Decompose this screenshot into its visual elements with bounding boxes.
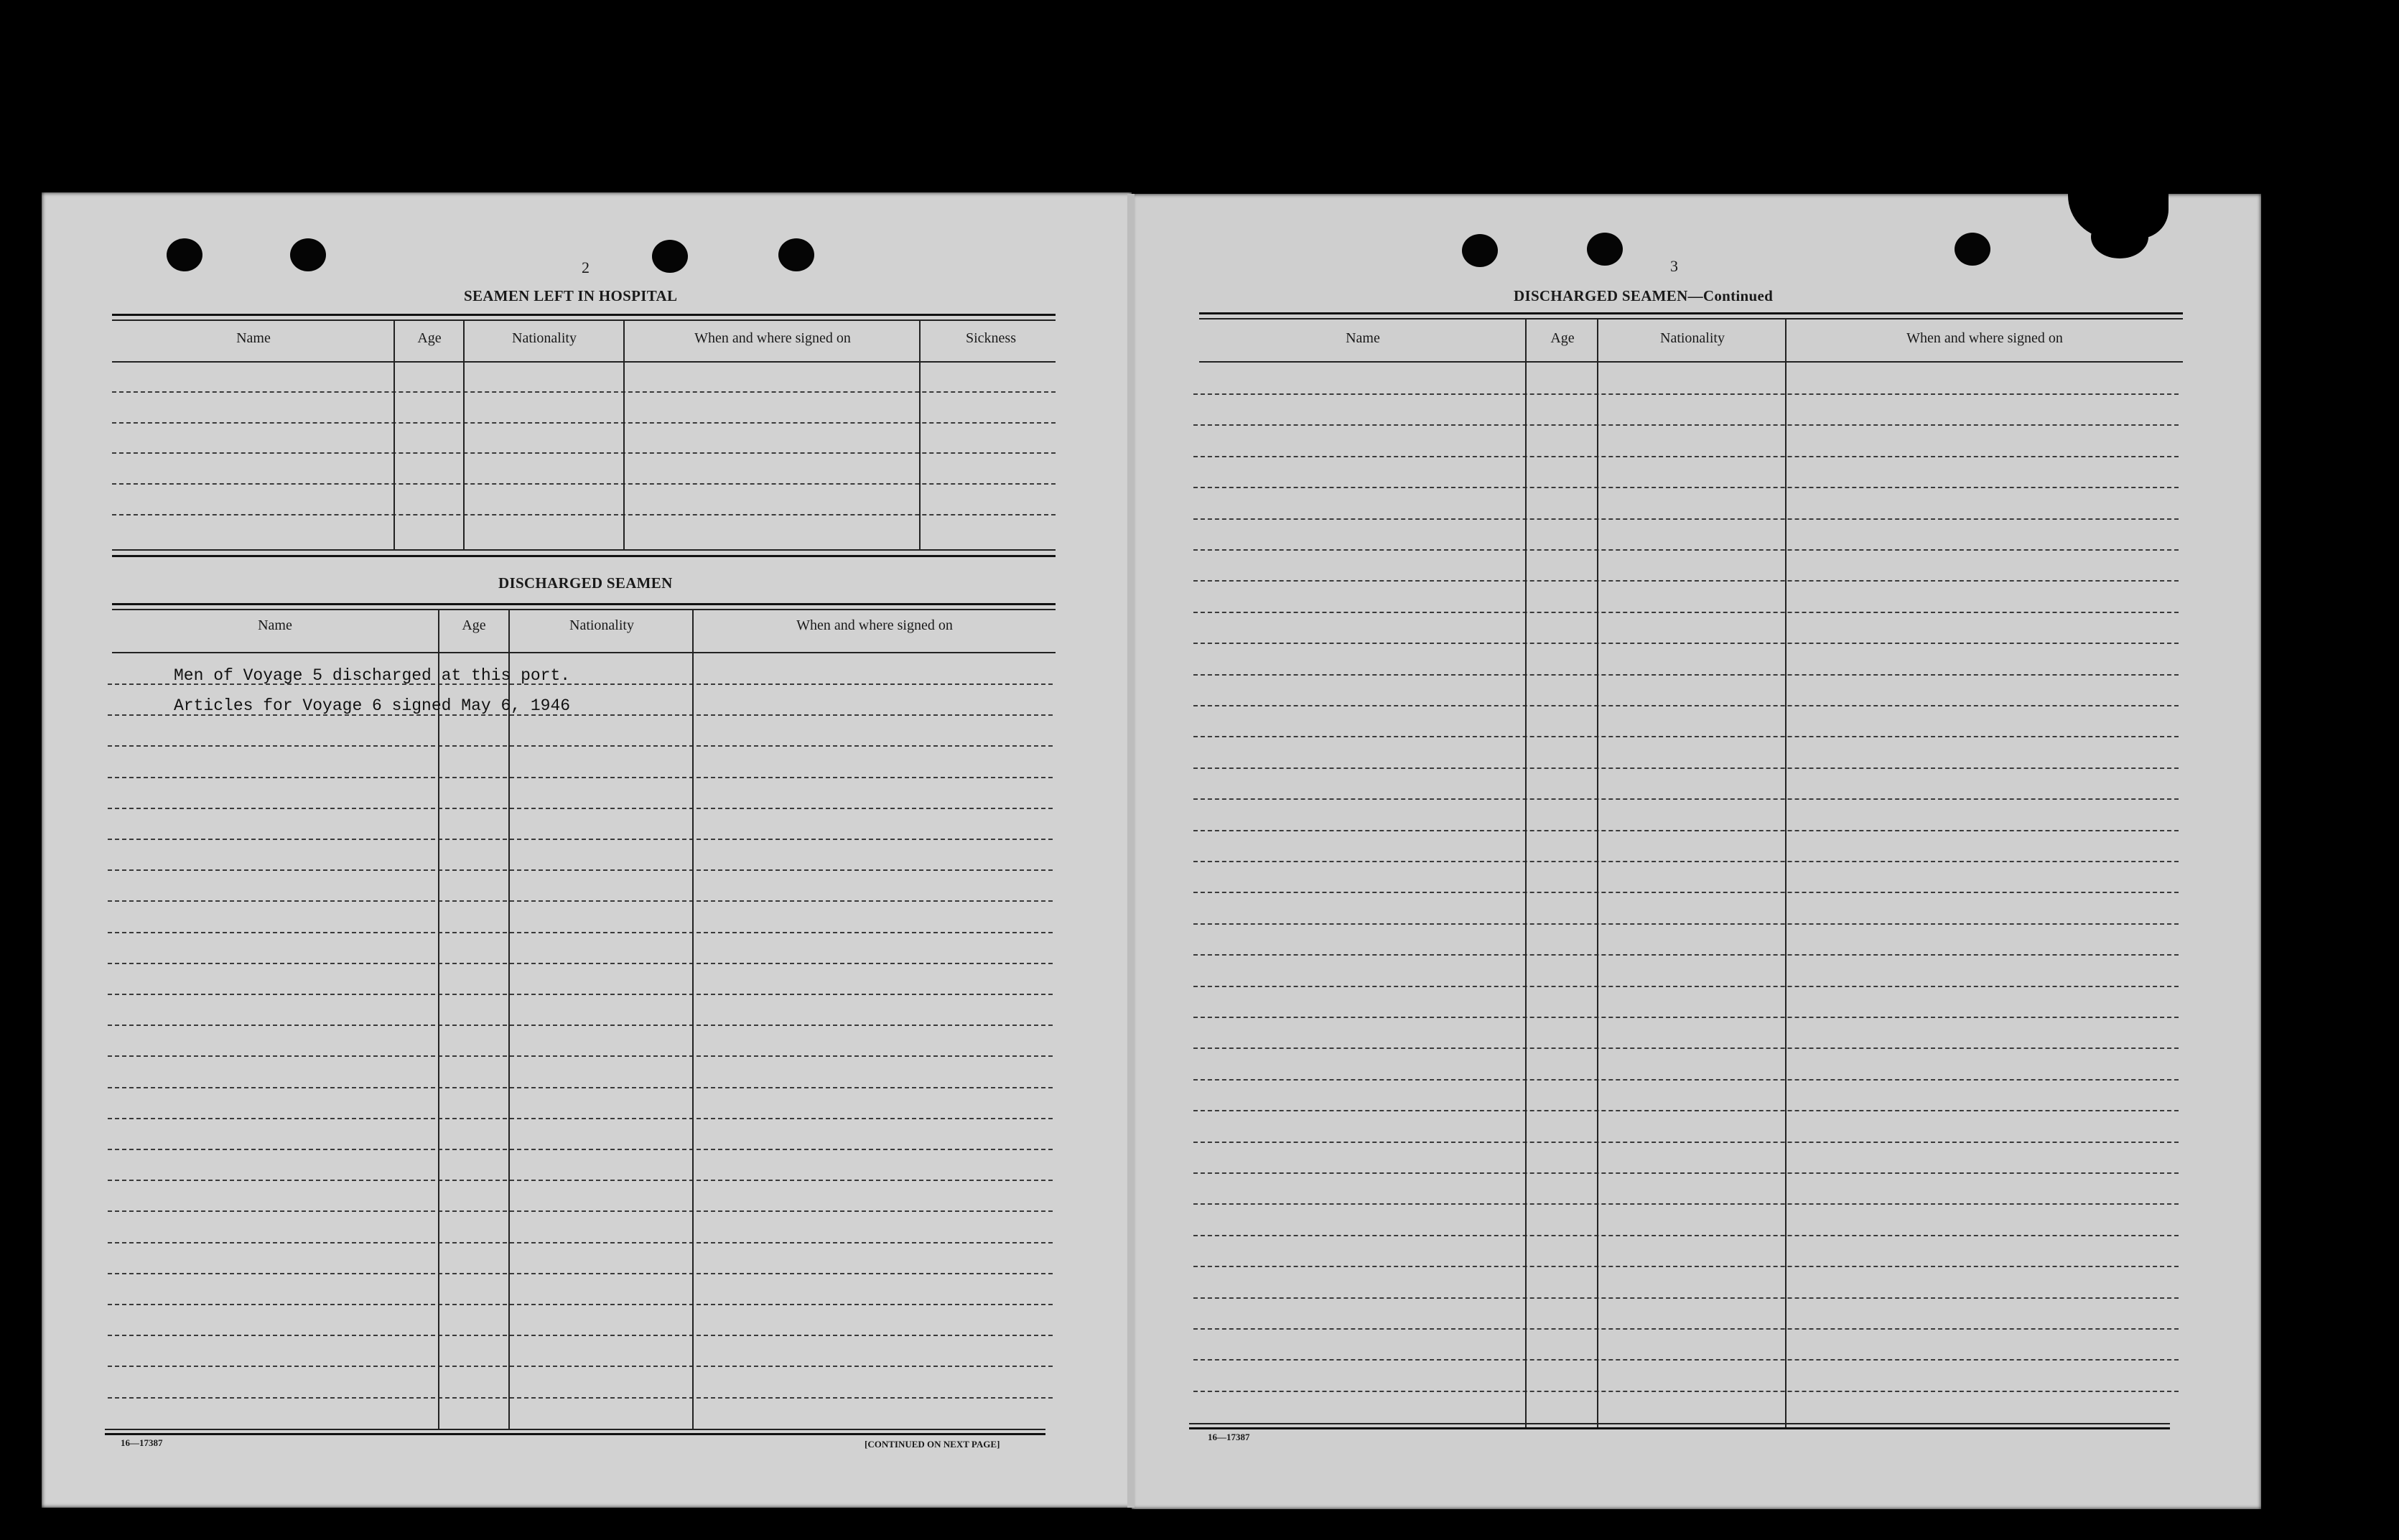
col-header-age: Age	[1550, 330, 1575, 346]
col-header-sickness: Sickness	[966, 330, 1016, 346]
ruled-row	[108, 1055, 1053, 1057]
ruled-row	[1193, 892, 2179, 893]
punch-hole	[652, 240, 688, 273]
ruled-row	[108, 1149, 1053, 1150]
col-divider	[463, 319, 465, 551]
ruled-row	[112, 391, 1056, 393]
punch-hole	[167, 238, 202, 271]
rule	[112, 549, 1056, 551]
form-number-left: 16—17387	[121, 1437, 163, 1448]
rule	[112, 603, 1056, 605]
page-number-left: 2	[582, 258, 590, 276]
ruled-row	[1193, 986, 2179, 987]
ruled-row	[1193, 393, 2179, 395]
ruled-row	[108, 932, 1053, 933]
rule	[1199, 312, 2183, 314]
right-title-continued: —Continued	[1687, 287, 1774, 304]
ruled-row	[1193, 736, 2179, 737]
ruled-row	[108, 1273, 1053, 1274]
ruled-row	[108, 1304, 1053, 1305]
ruled-row	[1193, 518, 2179, 520]
ruled-row	[1193, 1203, 2179, 1205]
ruled-row	[108, 1210, 1053, 1212]
punch-hole	[1462, 234, 1498, 267]
col-divider	[1525, 318, 1527, 1427]
hospital-section-title: SEAMEN LEFT IN HOSPITAL	[464, 287, 678, 304]
left-page	[42, 192, 1132, 1508]
ruled-row	[112, 514, 1056, 515]
ruled-row	[112, 422, 1056, 424]
ruled-row	[1193, 1266, 2179, 1267]
ruled-row	[1193, 1079, 2179, 1081]
ruled-row	[1193, 954, 2179, 956]
rule	[1199, 361, 2183, 363]
torn-corner	[2091, 215, 2148, 258]
right-page	[1132, 194, 2261, 1509]
rule	[112, 314, 1056, 316]
col-header-name: Name	[1346, 330, 1380, 346]
col-header-signed-on: When and where signed on	[1906, 330, 2063, 346]
ruled-row	[108, 1366, 1053, 1367]
col-divider	[393, 319, 395, 551]
ruled-row	[108, 1118, 1053, 1119]
col-header-age: Age	[417, 330, 442, 346]
ruled-row	[1193, 487, 2179, 488]
ruled-row	[112, 452, 1056, 454]
ruled-row	[1193, 1110, 2179, 1111]
ruled-row	[1193, 424, 2179, 426]
ruled-row	[108, 808, 1053, 809]
ruled-row	[1193, 1235, 2179, 1236]
ruled-row	[1193, 830, 2179, 831]
page-gutter	[1127, 194, 1135, 1508]
typed-note-line-2: Articles for Voyage 6 signed May 6, 1946	[174, 696, 571, 715]
ruled-row	[108, 839, 1053, 840]
ruled-row	[108, 777, 1053, 778]
punch-hole	[778, 238, 814, 271]
ruled-row	[112, 483, 1056, 485]
rule	[112, 361, 1056, 363]
ruled-row	[1193, 1328, 2179, 1330]
ruled-row	[108, 994, 1053, 995]
rule	[105, 1433, 1045, 1435]
rule	[112, 652, 1056, 653]
col-header-nationality: Nationality	[1660, 330, 1725, 346]
col-header-name: Name	[236, 330, 271, 346]
col-header-name: Name	[258, 617, 292, 633]
col-divider	[1597, 318, 1598, 1427]
ruled-row	[108, 745, 1053, 747]
ruled-row	[1193, 798, 2179, 800]
rule	[105, 1429, 1045, 1430]
right-section-title	[1514, 287, 1773, 305]
ruled-row	[108, 1242, 1053, 1243]
ruled-row	[1193, 1297, 2179, 1299]
ruled-row	[1193, 643, 2179, 644]
ruled-row	[1193, 674, 2179, 676]
typed-note-line-1: Men of Voyage 5 discharged at this port.	[174, 666, 571, 685]
ruled-row	[1193, 1017, 2179, 1018]
ruled-row	[1193, 1142, 2179, 1143]
ruled-row	[108, 1025, 1053, 1026]
ruled-row	[108, 1335, 1053, 1336]
ruled-row	[108, 1087, 1053, 1088]
ruled-row	[1193, 923, 2179, 925]
page-number-right: 3	[1670, 257, 1678, 275]
ruled-row	[1193, 549, 2179, 551]
ruled-row	[1193, 1172, 2179, 1174]
ruled-row	[108, 900, 1053, 902]
rule	[1199, 318, 2183, 319]
ruled-row	[1193, 1047, 2179, 1049]
ruled-row	[1193, 705, 2179, 706]
col-divider	[692, 609, 694, 1429]
rule	[1189, 1423, 2170, 1424]
col-divider	[623, 319, 625, 551]
col-header-signed-on: When and where signed on	[694, 330, 851, 346]
ruled-row	[1193, 1359, 2179, 1361]
rule	[112, 555, 1056, 557]
ruled-row	[108, 869, 1053, 871]
rule	[112, 609, 1056, 610]
rule	[112, 319, 1056, 321]
rule	[1189, 1427, 2170, 1429]
ruled-row	[1193, 1391, 2179, 1392]
form-number-right: 16—17387	[1208, 1432, 1250, 1442]
ruled-row	[1193, 861, 2179, 862]
col-divider	[508, 609, 510, 1429]
col-divider	[438, 609, 439, 1429]
punch-hole	[1955, 233, 1990, 266]
col-divider	[919, 319, 921, 551]
continued-note: [CONTINUED ON NEXT PAGE]	[865, 1439, 1000, 1450]
punch-hole	[290, 238, 326, 271]
ruled-row	[108, 963, 1053, 964]
ruled-row	[108, 1397, 1053, 1399]
col-header-nationality: Nationality	[569, 617, 634, 633]
ruled-row	[1193, 580, 2179, 582]
col-header-signed-on: When and where signed on	[796, 617, 953, 633]
col-header-age: Age	[462, 617, 486, 633]
ruled-row	[1193, 456, 2179, 457]
ruled-row	[1193, 767, 2179, 769]
punch-hole	[1587, 233, 1623, 266]
ruled-row	[1193, 612, 2179, 613]
discharged-section-title: DISCHARGED SEAMEN	[498, 574, 673, 592]
col-header-nationality: Nationality	[512, 330, 577, 346]
ruled-row	[108, 1180, 1053, 1181]
right-title-main: DISCHARGED SEAMEN	[1514, 287, 1688, 304]
col-divider	[1785, 318, 1787, 1427]
